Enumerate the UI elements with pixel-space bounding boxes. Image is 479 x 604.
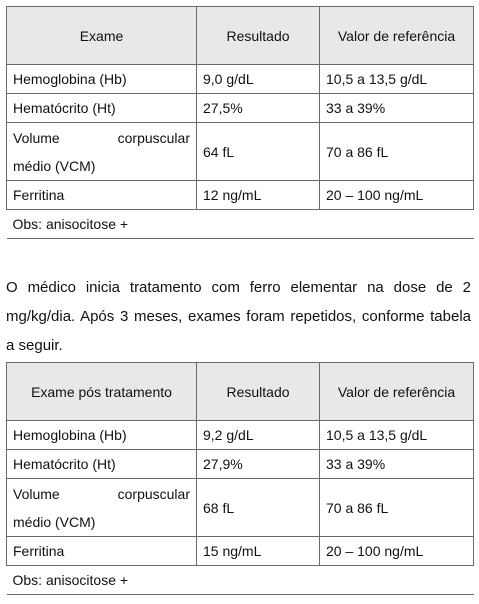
header-exame: Exame: [7, 7, 197, 65]
table-row: [7, 421, 474, 450]
cell-resultado: 9,0 g/dL: [197, 65, 320, 94]
cell-exame: [7, 123, 197, 181]
header-resultado: Resultado: [197, 363, 320, 421]
cell-resultado: 12 ng/mL: [197, 181, 320, 210]
body-paragraph: O médico inicia tratamento com ferro elementar na dose de 2 mg/kg/dia. Após 3 meses, exames foram repetidos, conforme tabela a seguir.: [6, 279, 471, 354]
table-row: [7, 181, 474, 210]
cell-referencia: 33 a 39%: [320, 94, 474, 123]
cell-exame: Ferritina: [7, 537, 197, 566]
cell-exame: Hematócrito (Ht): [7, 94, 197, 123]
cell-referencia: 20 – 100 ng/mL: [320, 181, 474, 210]
cell-resultado: 9,2 g/dL: [197, 421, 320, 450]
vcm-line-1: [13, 124, 190, 152]
table-obs-row: [7, 210, 474, 239]
cell-referencia: 33 a 39%: [320, 450, 474, 479]
cell-referencia: 10,5 a 13,5 g/dL: [320, 65, 474, 94]
vcm-line-2: médio (VCM): [13, 513, 96, 530]
cell-exame: Hematócrito (Ht): [7, 450, 197, 479]
vcm-line-2: médio (VCM): [13, 157, 96, 174]
cell-resultado: 27,9%: [197, 450, 320, 479]
obs-text: Obs: anisocitose +: [7, 566, 474, 595]
vcm-word-1: Volume: [13, 129, 60, 146]
cell-exame: [7, 479, 197, 537]
obs-text: Obs: anisocitose +: [7, 210, 474, 239]
table-header-row: [7, 363, 474, 421]
table-row: [7, 94, 474, 123]
vcm-line-1: [13, 480, 190, 508]
vcm-word-1: Volume: [13, 485, 60, 502]
table-row: [7, 65, 474, 94]
vcm-word-2: corpuscular: [117, 129, 190, 146]
table-row: [7, 479, 474, 537]
cell-exame: Hemoglobina (Hb): [7, 421, 197, 450]
cell-resultado: 27,5%: [197, 94, 320, 123]
header-referencia: Valor de referência: [320, 363, 474, 421]
header-referencia: Valor de referência: [320, 7, 474, 65]
vcm-word-2: corpuscular: [117, 485, 190, 502]
lab-table-post-treatment: [6, 362, 474, 595]
table-row: [7, 123, 474, 181]
cell-resultado: 64 fL: [197, 123, 320, 181]
cell-referencia: 10,5 a 13,5 g/dL: [320, 421, 474, 450]
cell-exame: Hemoglobina (Hb): [7, 65, 197, 94]
table-obs-row: [7, 566, 474, 595]
cell-referencia: 70 a 86 fL: [320, 479, 474, 537]
table-row: [7, 537, 474, 566]
cell-referencia: 70 a 86 fL: [320, 123, 474, 181]
header-resultado: Resultado: [197, 7, 320, 65]
cell-resultado: 68 fL: [197, 479, 320, 537]
header-exame: Exame pós tratamento: [7, 363, 197, 421]
cell-exame: Ferritina: [7, 181, 197, 210]
table-header-row: [7, 7, 474, 65]
lab-table-initial: [6, 6, 474, 239]
cell-referencia: 20 – 100 ng/mL: [320, 537, 474, 566]
table-row: [7, 450, 474, 479]
cell-resultado: 15 ng/mL: [197, 537, 320, 566]
